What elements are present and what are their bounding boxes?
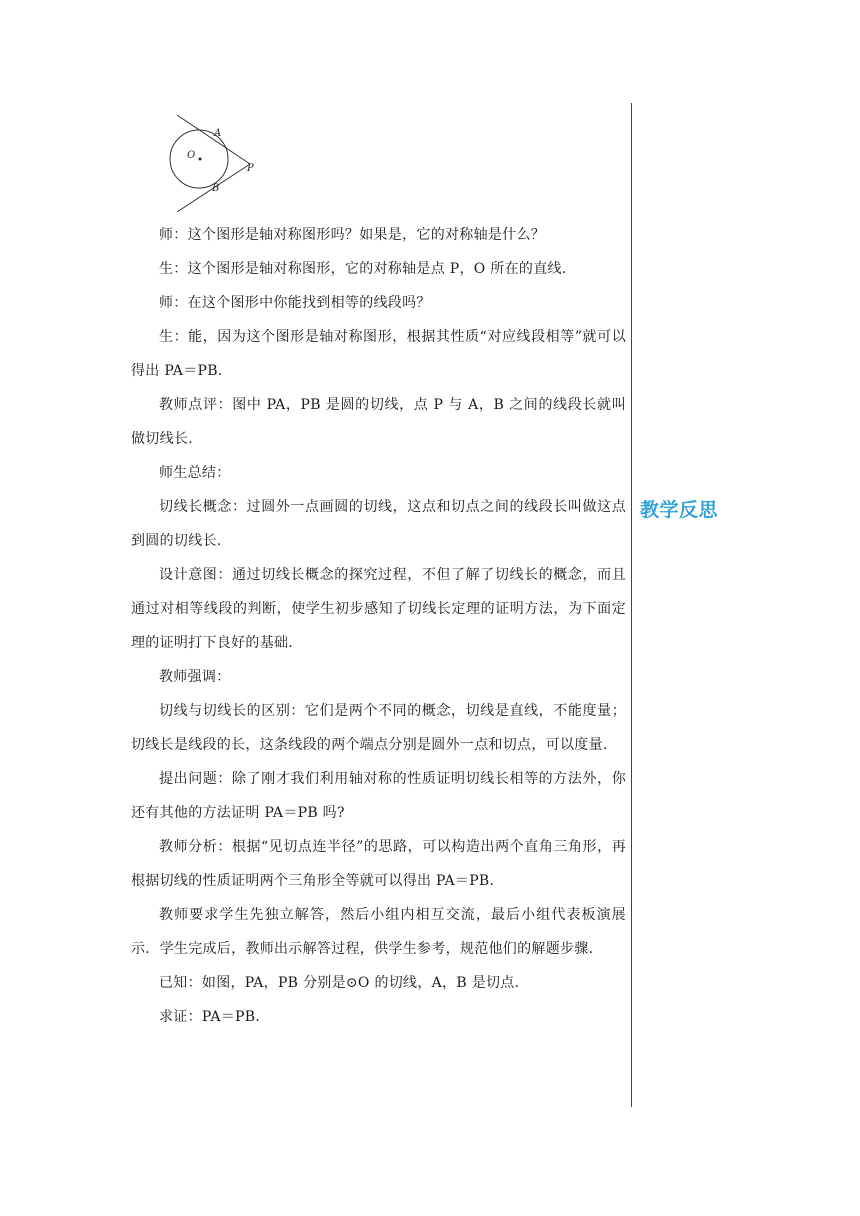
paragraph-7: 切线长概念：过圆外一点画圆的切线，这点和切点之间的线段长叫做这点到圆的切线长. [131,499,626,549]
label-b: B [212,183,220,194]
paragraph-3: 师：在这个图形中你能找到相等的线段吗？ [159,295,431,311]
label-p: P [247,163,254,174]
column-divider [631,103,632,1107]
paragraph-15: 求证：PA＝PB. [159,1009,261,1025]
paragraph-1: 师：这个图形是轴对称图形吗？如果是，它的对称轴是什么？ [159,227,546,243]
center-point [199,158,202,161]
paragraph-2: 生：这个图形是轴对称图形，它的对称轴是点 P，O 所在的直线. [159,261,567,277]
paragraph-10: 切线与切线长的区别：它们是两个不同的概念，切线是直线，不能度量；切线长是线段的长，这条线段的两个端点分别是圆外一点和切点，可以度量. [131,703,626,753]
paragraph-12: 教师分析：根据“见切点连半径”的思路，可以构造出两个直角三角形，再根据切线的性质证明两个三角形全等就可以得出 PA＝PB. [131,839,626,889]
paragraph-8: 设计意图：通过切线长概念的探究过程，不但了解了切线长的概念，而且通过对相等线段的判断，使学生初步感知了切线长定理的证明方法，为下面定理的证明打下良好的基础. [131,567,626,651]
label-a: A [214,128,222,139]
paragraph-4: 生：能，因为这个图形是轴对称图形，根据其性质“对应线段相等”就可以得出 PA＝PB. [131,329,626,379]
paragraph-13: 教师要求学生先独立解答，然后小组内相互交流，最后小组代表板演展示．学生完成后，教师出示解答过程，供学生参考，规范他们的解题步骤. [131,907,626,957]
tangent-figure [165,112,265,212]
paragraph-14: 已知：如图，PA，PB 分别是⊙O 的切线，A，B 是切点. [159,975,520,991]
label-o: O [187,150,196,161]
teaching-reflection-label: 教学反思 [640,499,719,521]
paragraph-6: 师生总结： [159,465,231,481]
main-content [131,218,626,1034]
tangent-diagram [165,112,265,212]
paragraph-5: 教师点评：图中 PA，PB 是圆的切线，点 P 与 A，B 之间的线段长就叫做切线长. [131,397,626,447]
paragraph-9: 教师强调： [159,669,231,685]
paragraph-11: 提出问题：除了刚才我们利用轴对称的性质证明切线长相等的方法外，你还有其他的方法证明 PA＝PB 吗? [131,771,626,821]
